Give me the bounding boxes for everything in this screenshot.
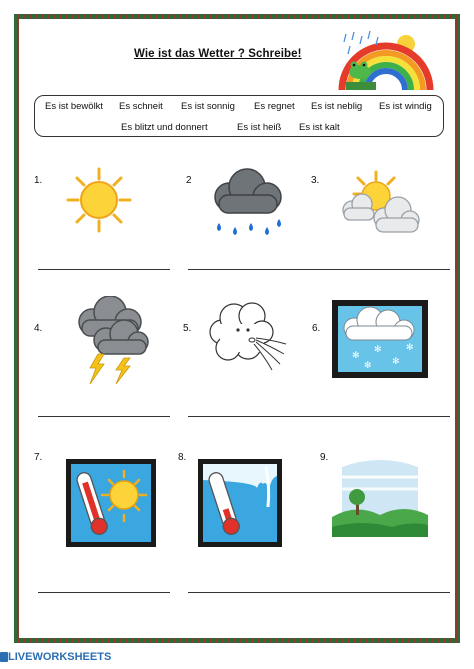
- answer-line[interactable]: [318, 416, 450, 417]
- word-bank-item: Es ist kalt: [299, 122, 340, 133]
- item-number: 5.: [183, 323, 192, 334]
- thermometer-sun-icon: [64, 457, 158, 549]
- liveworksheets-logo-icon: [0, 652, 8, 662]
- answer-line[interactable]: [318, 269, 450, 270]
- answer-line[interactable]: [318, 592, 450, 593]
- worksheet-title: Wie ist das Wetter ? Schreibe!: [134, 48, 302, 60]
- wind-icon: [204, 298, 288, 378]
- svg-text:✻: ✻: [364, 361, 372, 371]
- item-number: 2: [186, 175, 192, 186]
- fog-landscape-icon: [332, 457, 428, 537]
- item-number: 8.: [178, 452, 187, 463]
- brand-name[interactable]: LIVEWORKSHEETS: [8, 651, 112, 663]
- rain-cloud-icon: [205, 165, 287, 241]
- item-number: 7.: [34, 452, 43, 463]
- word-bank-item: Es ist heiß: [237, 122, 282, 133]
- word-bank: [34, 95, 444, 137]
- svg-text:✻: ✻: [406, 343, 414, 353]
- sun-icon: [64, 165, 134, 235]
- answer-line[interactable]: [38, 592, 170, 593]
- word-bank-item: Es blitzt und donnert: [121, 122, 208, 133]
- svg-text:✻: ✻: [352, 351, 360, 361]
- answer-line[interactable]: [188, 269, 320, 270]
- sun-behind-clouds-icon: [338, 168, 422, 240]
- word-bank-item: Es regnet: [254, 101, 295, 112]
- item-number: 9.: [320, 452, 329, 463]
- word-bank-item: Es ist neblig: [311, 101, 363, 112]
- word-bank-item: Es ist bewölkt: [45, 101, 104, 112]
- thermometer-ice-icon: [196, 457, 284, 549]
- thunderstorm-icon: [72, 296, 152, 388]
- word-bank-item: Es ist sonnig: [181, 101, 235, 112]
- svg-text:✻: ✻: [392, 357, 400, 367]
- rainbow-frog-icon: [336, 28, 436, 94]
- item-number: 3.: [311, 175, 320, 186]
- answer-line[interactable]: [188, 416, 320, 417]
- footer: [0, 647, 474, 669]
- snow-cloud-icon: [330, 298, 430, 380]
- item-number: 1.: [34, 175, 43, 186]
- answer-line[interactable]: [38, 416, 170, 417]
- item-number: 4.: [34, 323, 43, 334]
- answer-line[interactable]: [38, 269, 170, 270]
- item-number: 6.: [312, 323, 321, 334]
- word-bank-item: Es schneit: [119, 101, 163, 112]
- answer-line[interactable]: [188, 592, 320, 593]
- svg-text:✻: ✻: [374, 345, 382, 355]
- word-bank-item: Es ist windig: [379, 101, 432, 112]
